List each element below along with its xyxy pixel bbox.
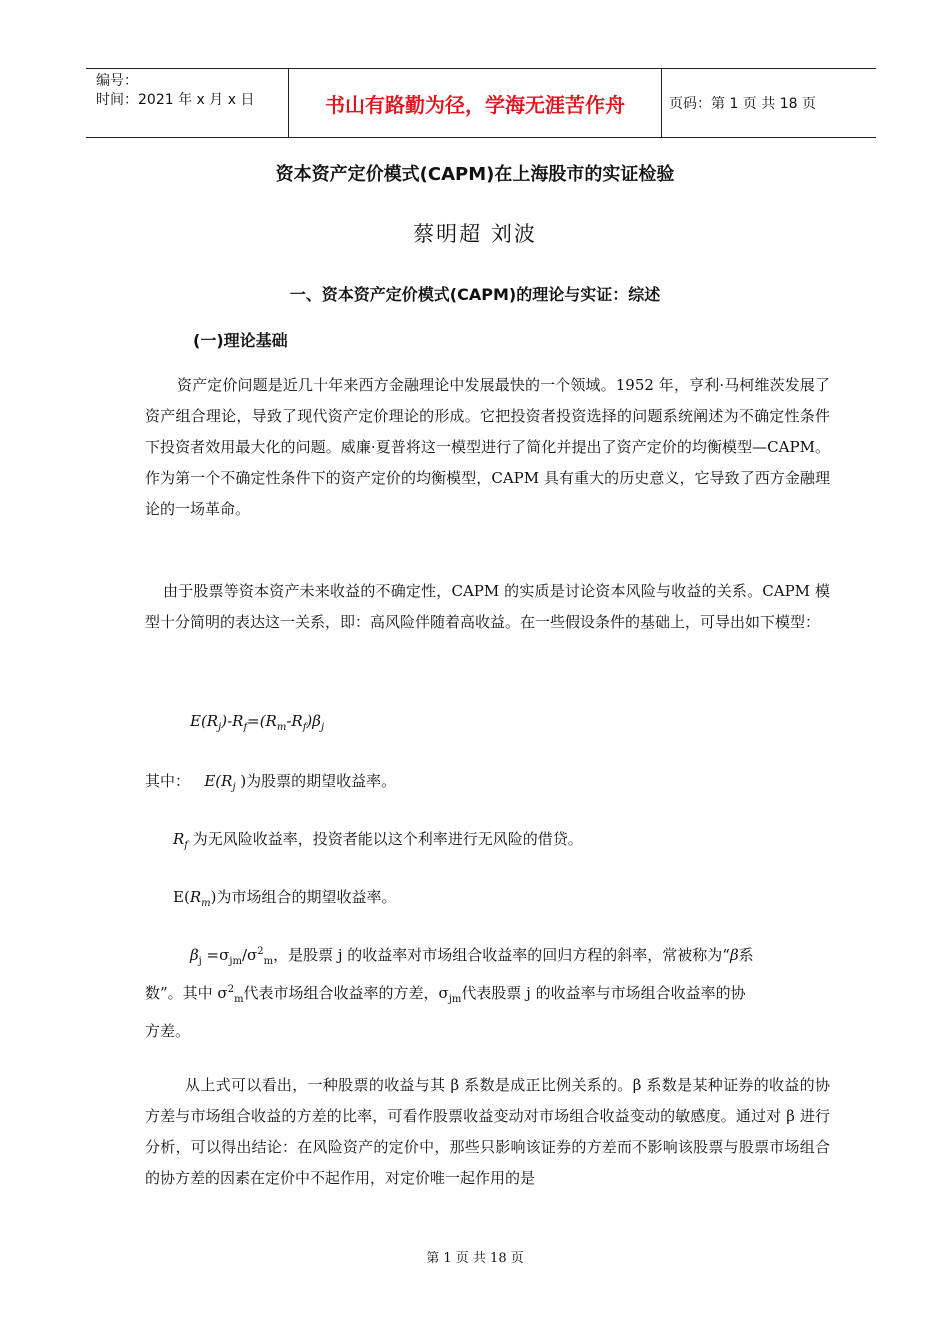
definition-beta-cont: 数”。其中 $\sigma^2_m$代表市场组合收益率的方差，$\sigma_{jm}$代表股票 j 的收益率与市场组合收益率的协 (145, 984, 746, 1005)
definition-beta: $\beta_j =\sigma_{jm}/\sigma^2_m$，是股票 j 的收益率对市场组合收益率的回归方程的斜率，常被称为“β系 (190, 946, 754, 967)
document-title: 资本资产定价模式(CAPM)在上海股市的实证检验 (275, 164, 675, 185)
document-authors: 蔡明超 刘波 (413, 222, 537, 246)
document-header (86, 68, 876, 138)
paragraph-2: 由于股票等资本资产未来收益的不确定性，CAPM 的实质是讨论资本风险与收益的关系。CAPM 模型十分简明的表达这一关系，即：高风险伴随着高收益。在一些假设条件的基础上，可导出如下模型： (145, 582, 830, 631)
capm-formula: $E(R_j)-R_f=(R_m-R_f)\beta_j$ (190, 712, 325, 733)
header-meta (86, 69, 288, 137)
header-motto: 书山有路勤为径，学海无涯苦作舟 (288, 69, 662, 137)
doc-time-label: 时间：2021 年 x 月 x 日 (96, 92, 255, 108)
definition-expected-return: 其中： $E(R_j$ )为股票的期望收益率。 (145, 772, 397, 793)
doc-number-label: 编号： (96, 73, 138, 89)
subsection-heading: (一)理论基础 (193, 331, 288, 350)
paragraph-3: 从上式可以看出，一种股票的收益与其 β 系数是成正比例关系的。β 系数是某种证券的收益的协方差与市场组合收益的方差的比率，可看作股票收益变动对市场组合收益变动的敏感度。通过对 β 进行分析，可以得出结论：在风险资产的定价中，那些只影响该证券的方差而不影响该股票与股票市场组合的协方差的因素在定价中不起作用，对定价唯一起作用的是 (145, 1076, 830, 1187)
definition-market-return: $E(R_m)$为市场组合的期望收益率。 (173, 888, 397, 909)
header-page-info: 页码：第 1 页 共 18 页 (669, 96, 816, 112)
paragraph-1: 资产定价问题是近几十年来西方金融理论中发展最快的一个领域。1952 年，亨利·马柯维茨发展了资产组合理论，导致了现代资产定价理论的形成。它把投资者投资选择的问题系统阐述为不确定性条件下投资者效用最大化的问题。威廉·夏普将这一模型进行了简化并提出了资产定价的均衡模型—CAPM。作为第一个不确定性条件下的资产定价的均衡模型，CAPM 具有重大的历史意义，它导致了西方金融理论的一场革命。 (145, 376, 830, 518)
definition-risk-free: $R_f$ 为无风险收益率，投资者能以这个利率进行无风险的借贷。 (173, 830, 583, 851)
definition-beta-end: 方差。 (145, 1022, 191, 1040)
section-heading: 一、资本资产定价模式(CAPM)的理论与实证：综述 (289, 285, 661, 304)
page-footer: 第 1 页 共 18 页 (426, 1251, 524, 1266)
